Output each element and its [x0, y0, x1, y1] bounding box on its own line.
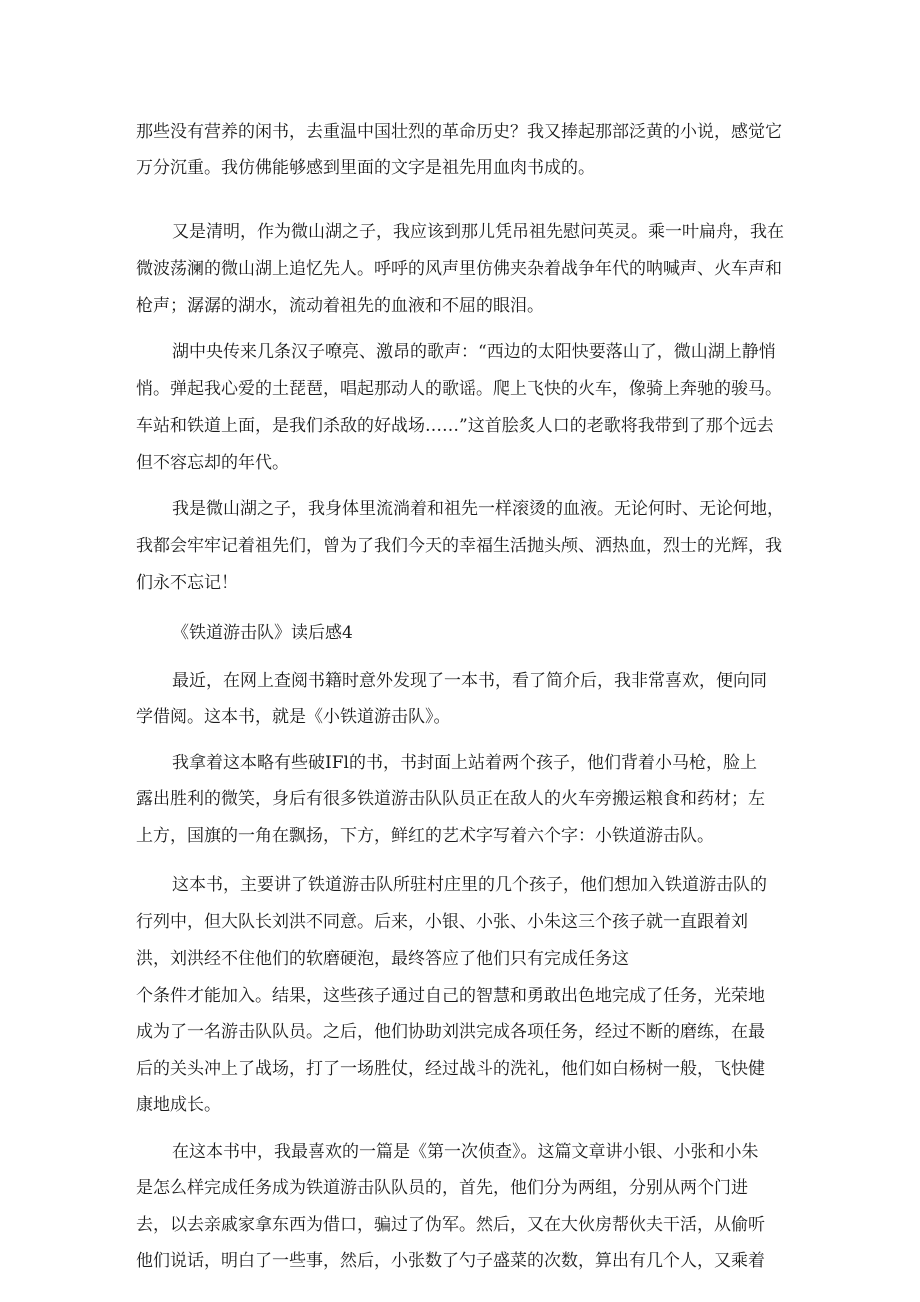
text-line: 去，以去亲戚家拿东西为借口，骗过了伪军。然后，又在大伙房帮伙夫干活，从偷听 — [136, 1215, 765, 1235]
text-line: 上方，国旗的一角在飘扬，下方，鲜红的艺术字写着六个字：小铁道游击队。 — [136, 826, 714, 846]
text-line: 我都会牢牢记着祖先们，曾为了我们今天的幸福生活抛头颅、洒热血，烈士的光辉，我 — [136, 536, 782, 556]
text-line: 露出胜利的微笑，身后有很多铁道游击队队员正在敌人的火车旁搬运粮食和药材；左 — [136, 789, 765, 809]
text-line: 是怎么样完成任务成为铁道游击队队员的，首先，他们分为两组，分别从两个门进 — [136, 1178, 748, 1198]
section-heading: 《铁道游击队》读后感4 — [172, 623, 353, 643]
text-line: 车站和铁道上面，是我们杀敌的好战场……”这首脍炙人口的老歌将我带到了那个远去 — [136, 416, 774, 436]
text-line: 行列中，但大队长刘洪不同意。后来，小银、小张、小朱这三个孩子就一直跟着刘 — [136, 912, 748, 932]
text-line: 枪声；潺潺的湖水，流动着祖先的血液和不屈的眼泪。 — [136, 296, 544, 316]
text-line: 学借阅。这本书，就是《小铁道游击队》。 — [136, 707, 451, 727]
text-line: 悄。弹起我心爱的土琵琶，唱起那动人的歌谣。爬上飞快的火车，像骑上奔驰的骏马。 — [136, 379, 782, 399]
text-line: 我是微山湖之子，我身体里流淌着和祖先一样滚烫的血液。无论何时、无论何地， — [172, 499, 784, 519]
text-line: 个条件才能加入。结果，这些孩子通过自己的智慧和勇敢出色地完成了任务，光荣地 — [136, 986, 765, 1006]
text-line: 那些没有营养的闲书，去重温中国壮烈的革命历史？我又捧起那部泛黄的小说，感觉它 — [136, 122, 782, 142]
text-line: 我拿着这本略有些破IFl的书，书封面上站着两个孩子，他们背着小马枪，脸上 — [172, 753, 757, 773]
text-line: 又是清明，作为微山湖之子，我应该到那儿凭吊祖先慰问英灵。乘一叶扁舟，我在 — [172, 222, 784, 242]
text-line: 湖中央传来几条汉子嘹亮、激昂的歌声：“西边的太阳快要落山了，微山湖上静悄 — [172, 342, 776, 362]
text-line: 康地成长。 — [136, 1095, 221, 1115]
text-line: 微波荡澜的微山湖上追忆先人。呼呼的风声里仿佛夹杂着战争年代的呐喊声、火车声和 — [136, 259, 782, 279]
text-line: 他们说话，明白了一些事，然后，小张数了勺子盛菜的次数，算出有几个人，又乘着 — [136, 1251, 765, 1271]
text-line: 后的关头冲上了战场，打了一场胜仗，经过战斗的洗礼，他们如白杨树一般，飞快健 — [136, 1059, 765, 1079]
text-line: 这本书，主要讲了铁道游击队所驻村庄里的几个孩子，他们想加入铁道游击队的 — [172, 875, 767, 895]
text-line: 洪，刘洪经不住他们的软磨硬泡，最终答应了他们只有完成任务这 — [136, 949, 629, 969]
text-line: 们永不忘记！ — [136, 573, 238, 593]
text-line: 最近，在网上查阅书籍时意外发现了一本书，看了简介后，我非常喜欢，便向同 — [172, 671, 767, 691]
text-line: 在这本书中，我最喜欢的一篇是《第一次侦查》。这篇文章讲小银、小张和小朱 — [172, 1142, 759, 1162]
text-line: 万分沉重。我仿佛能够感到里面的文字是祖先用血肉书成的。 — [136, 158, 595, 178]
text-line: 成为了一名游击队队员。之后，他们协助刘洪完成各项任务，经过不断的磨练，在最 — [136, 1022, 765, 1042]
text-line: 但不容忘却的年代。 — [136, 453, 289, 473]
